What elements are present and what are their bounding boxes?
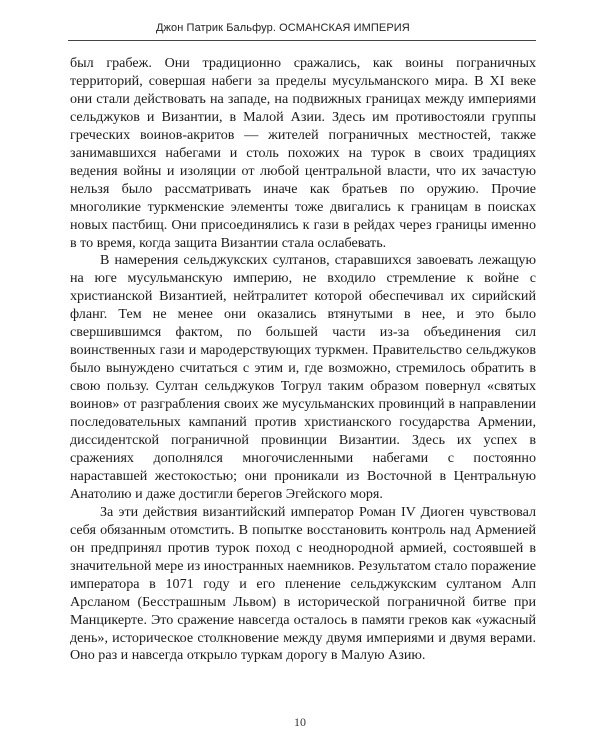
paragraph-3: За эти действия византийский император Роман IV Диоген чувствовал себя обязанным отомстить. В попытке восстановить контроль над Арменией он предпринял против турок поход с неоднородной армией, состоявшей в значительной мере из иностранных наемников. Результатом стало поражение императора в 1071 году и его пленение сельджукским султаном Алп Арсланом (Бесстрашным Львом) в исторической пограничной битве при Манцикерте. Это сражение навсегда осталось в памяти греков как «ужасный день», историческое столкновение между двумя империями и двумя верами. Оно раз и навсегда открыло туркам дорогу в Малую Азию. [70, 503, 536, 664]
paragraph-2: В намерения сельджукских султанов, старавшихся завоевать лежащую на юге мусульманскую империю, не входило стремление к войне с христианской Византией, нейтралитет которой обеспечивал их сирийский фланг. Тем не менее они оказались втянутыми в нее, и это было свершившимся фактом, по большей части из-за объединения сил воинственных гази и мародерствующих туркмен. Правительство сельджуков было вынуждено считаться с этим и, где возможно, стремилось обратить в свою пользу. Султан сельджуков Тогрул таким образом повернул «святых воинов» от разграбления своих же мусульманских провинций в направлении последовательных кампаний против христианского государства Армении, диссидентской пограничной провинции Византии. Здесь их успех в сражениях дополнялся многочисленными набегами с постоянно нараставшей жестокостью; они проникали из Восточной в Центральную Анатолию и даже достигли берегов Эгейского моря. [70, 252, 536, 502]
running-header: Джон Патрик Бальфур. ОСМАНСКАЯ ИМПЕРИЯ [156, 22, 410, 34]
page-number: 10 [294, 715, 306, 729]
body-text [70, 55, 536, 665]
paragraph-1: был грабеж. Они традиционно сражались, как воины пограничных территорий, совершая набеги за пределы мусульманского мира. В XI веке они стали действовать на западе, на подвижных границах между империями сельджуков и Византии, в Малой Азии. Здесь им противостояли группы греческих воинов-акритов — жителей пограничных местностей, также занимавшихся набегами и столь похожих на турок в своих традициях ведения войны и изоляции от любой центральной власти, что их зачастую нельзя было рассматривать иначе как братьев по оружию. Прочие многоликие туркменские элементы тоже двигались к границам в поисках новых пастбищ. Они присоединялись к гази в рейдах через границы именно в то время, когда защита Византии стала ослабевать. [70, 55, 536, 251]
header-divider [68, 40, 536, 41]
